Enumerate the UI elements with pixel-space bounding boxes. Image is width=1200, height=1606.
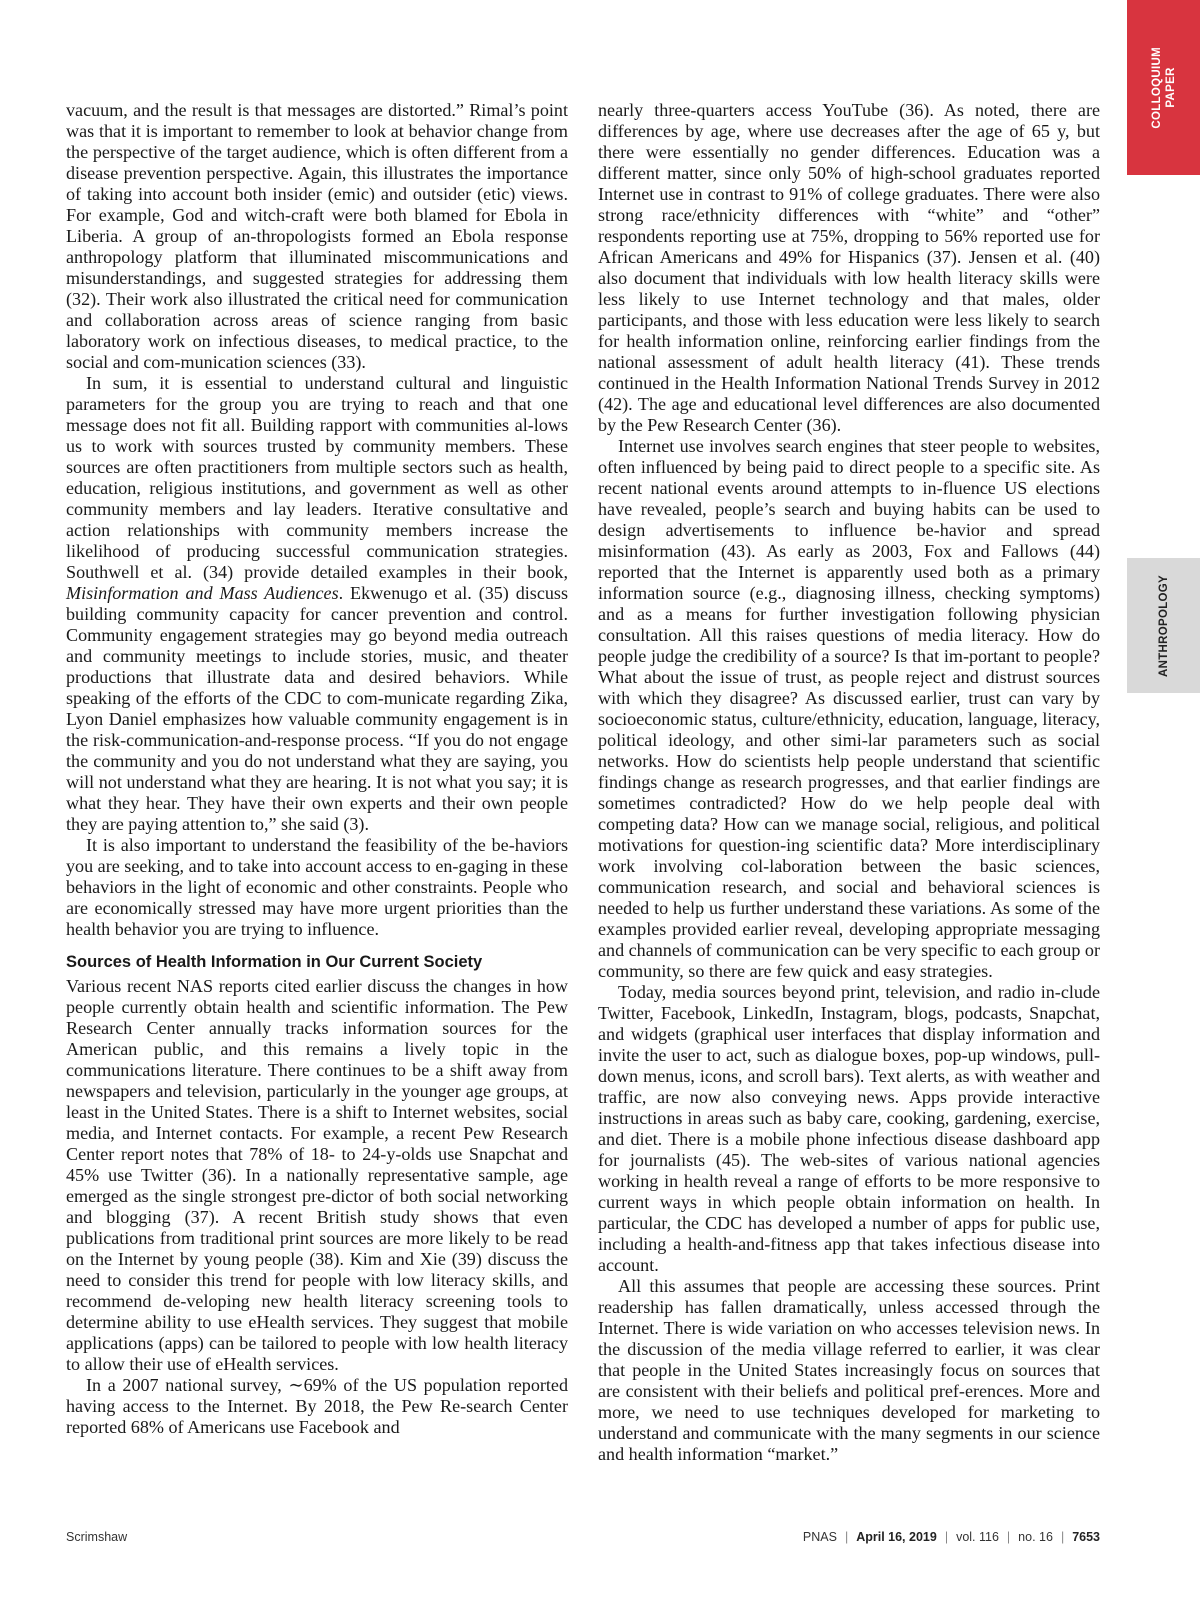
footer-page-number: 7653 xyxy=(1072,1530,1100,1544)
footer-journal: PNAS xyxy=(802,1530,837,1544)
right-column xyxy=(598,100,1100,1465)
footer-date: April 16, 2019 xyxy=(856,1530,937,1544)
paragraph: nearly three-quarters access YouTube (36). As noted, there are differences by age, where use decreases after the age of 65 y, but there were essentially no gender differences. Education was a different matter, since only 50% of high-school graduates reported Internet use in contrast to 91% of college graduates. There were also strong race/ethnicity differences with “white” and “other” respondents reporting use at 75%, dropping to 56% reported use for African Americans and 49% for Hispanics (37). Jensen et al. (40) also document that individuals with low health literacy skills were less likely to use Internet technology and that males, older participants, and those with less education were less likely to search for health information online, reinforcing earlier findings from the national assessment of adult health literacy (41). These trends continued in the Health Information National Trends Survey in 2012 (42). The age and educational level differences are also documented by the Pew Research Center (36). xyxy=(598,100,1100,435)
paragraph-text: In sum, it is essential to understand cultural and linguistic parameters for the group you are trying to reach and that one message does not fit all. Building rapport with communities al-lows us to work with sources trusted by community members. These sources are often practitioners from multiple sectors such as health, education, religious institutions, and government as well as other community members and lay leaders. Iterative consultative and action relationships with community members increase the likelihood of producing successful communication strategies. Southwell et al. (34) provide detailed examples in their book, xyxy=(66,373,568,582)
footer-citation xyxy=(803,1530,1100,1544)
paper-label: PAPER xyxy=(1164,67,1177,108)
section-heading: Sources of Health Information in Our Current Society xyxy=(66,953,483,971)
footer-separator: | xyxy=(1006,1530,1011,1544)
colloquium-paper-label xyxy=(1150,47,1178,129)
paragraph xyxy=(66,373,568,835)
paragraph: vacuum, and the result is that messages are distorted.” Rimal’s point was that it is important to remember to look at behavior change from the perspective of the target audience, which is often different from a disease prevention perspective. Again, this illustrates the importance of taking into account both insider (emic) and outsider (etic) views. For example, God and witch-craft were both blamed for Ebola in Liberia. A group of an-thropologists formed an Ebola response anthropology platform that illuminated miscommunications and misunderstandings, and suggested strategies for addressing them (32). Their work also illustrated the critical need for communication and collaboration across areas of science ranging from basic laboratory work on infectious diseases, to medical practice, to the social and com-munication sciences (33). xyxy=(66,100,568,372)
footer-author: Scrimshaw xyxy=(66,1530,128,1544)
section-tab xyxy=(1127,558,1200,693)
colloquium-label: COLLOQUIUM xyxy=(1150,46,1163,129)
paragraph: Internet use involves search engines that steer people to websites, often influenced by being paid to direct people to a specific site. As recent national events around attempts to in-fluence US elections have revealed, people’s search and buying habits can be used to design advertisements to influence be-havior and spread misinformation (43). As early as 2003, Fox and Fallows (44) reported that the Internet is apparently used both as a primary information source (e.g., diagnosing illness, checking symptoms) and as a means for further investigation following physician consultation. All this raises questions of media literacy. How do people judge the credibility of a source? Is that im-portant to people? What about the issue of trust, as people reject and distrust sources with which they disagree? As discussed earlier, trust can vary by socioeconomic status, culture/ethnicity, education, language, literacy, political ideology, and other simi-lar parameters such as social networks. How do scientists help people understand that scientific findings change as research progresses, and that earlier findings are sometimes contradicted? How do we help people deal with competing data? How can we manage social, religious, and political motivations for question-ing scientific data? More interdisciplinary work involving col-laboration between the basic sciences, communication research, and social and behavioral sciences is needed to help us further understand these variations. As some of the examples provided earlier reveal, developing appropriate messaging and channels of communication can be very specific to each group or community, so there are few quick and easy strategies. xyxy=(598,436,1100,981)
colloquium-paper-tab xyxy=(1127,0,1200,175)
book-title: Misinformation and Mass Audiences xyxy=(66,583,339,603)
paragraph: It is also important to understand the feasibility of the be-haviors you are seeking, and to take into account access to en-gaging in these behaviors in the light of economic and other constraints. People who are economically stressed may have more urgent priorities than the health behavior you are trying to influence. xyxy=(66,835,568,939)
footer-separator: | xyxy=(1060,1530,1065,1544)
footer-volume: vol. 116 xyxy=(956,1530,999,1544)
paragraph-text: . Ekwenugo et al. (35) discuss building community capacity for cancer prevention and control. Community engagement strategies may go beyond media outreach and community meetings to include stories, music, and theater productions that illustrate data and desired behaviors. While speaking of the efforts of the CDC to com-municate regarding Zika, Lyon Daniel emphasizes how valuable community engagement is in the risk-communication-and-response process. “If you do not engage the community and you do not understand what they are saying, you will not understand what they are hearing. It is not what you say; it is what they hear. They have their own experts and their own people they are paying attention to,” she said (3). xyxy=(66,583,568,834)
page-footer xyxy=(66,1530,1100,1548)
section-label: ANTHROPOLOGY xyxy=(1157,574,1170,677)
footer-separator: | xyxy=(944,1530,949,1544)
paragraph: All this assumes that people are accessing these sources. Print readership has fallen dramatically, unless accessed through the Internet. There is wide variation on who accesses television news. In the discussion of the media village referred to earlier, it was clear that people in the United States increasingly focus on sources that are consistent with their beliefs and political pref-erences. More and more, we need to use techniques developed for marketing to understand and communicate with the many segments in our science and health information “market.” xyxy=(598,1276,1100,1464)
left-column xyxy=(66,100,568,1438)
paragraph: In a 2007 national survey, ∼69% of the US population reported having access to the Internet. By 2018, the Pew Re-search Center reported 68% of Americans use Facebook and xyxy=(66,1375,568,1437)
footer-issue: no. 16 xyxy=(1018,1530,1053,1544)
footer-separator: | xyxy=(844,1530,849,1544)
paragraph: Today, media sources beyond print, television, and radio in-clude Twitter, Facebook, LinkedIn, Instagram, blogs, podcasts, Snapchat, and widgets (graphical user interfaces that display information and invite the user to act, such as dialogue boxes, pop-up windows, pull-down menus, icons, and scroll bars). Text alerts, as with weather and traffic, are now also conveying news. Apps provide interactive instructions in areas such as baby care, cooking, gardening, exercise, and diet. There is a mobile phone infectious disease dashboard app for journalists (45). The web-sites of various national agencies working in health reveal a range of efforts to be more responsive to current ways in which people obtain information on health. In particular, the CDC has developed a number of apps for public use, including a health-and-fitness app that takes infectious disease into account. xyxy=(598,982,1100,1275)
paragraph: Various recent NAS reports cited earlier discuss the changes in how people currently obtain health and scientific information. The Pew Research Center annually tracks information sources for the American public, and this remains a lively topic in the communications literature. There continues to be a shift away from newspapers and television, particularly in the younger age groups, at least in the United States. There is a shift to Internet websites, social media, and Internet contacts. For example, a recent Pew Research Center report notes that 78% of 18- to 24-y-olds use Snapchat and 45% use Twitter (36). In a nationally representative sample, age emerged as the single strongest pre-dictor of both social networking and blogging (37). A recent British study shows that even publications from traditional print sources are more likely to be read on the Internet by young people (38). Kim and Xie (39) discuss the need to consider this trend for people with low literacy skills, and recommend de-veloping new health literacy screening tools to determine ability to use eHealth services. They suggest that mobile applications (apps) can be tailored to people with low health literacy to allow their use of eHealth services. xyxy=(66,976,568,1374)
